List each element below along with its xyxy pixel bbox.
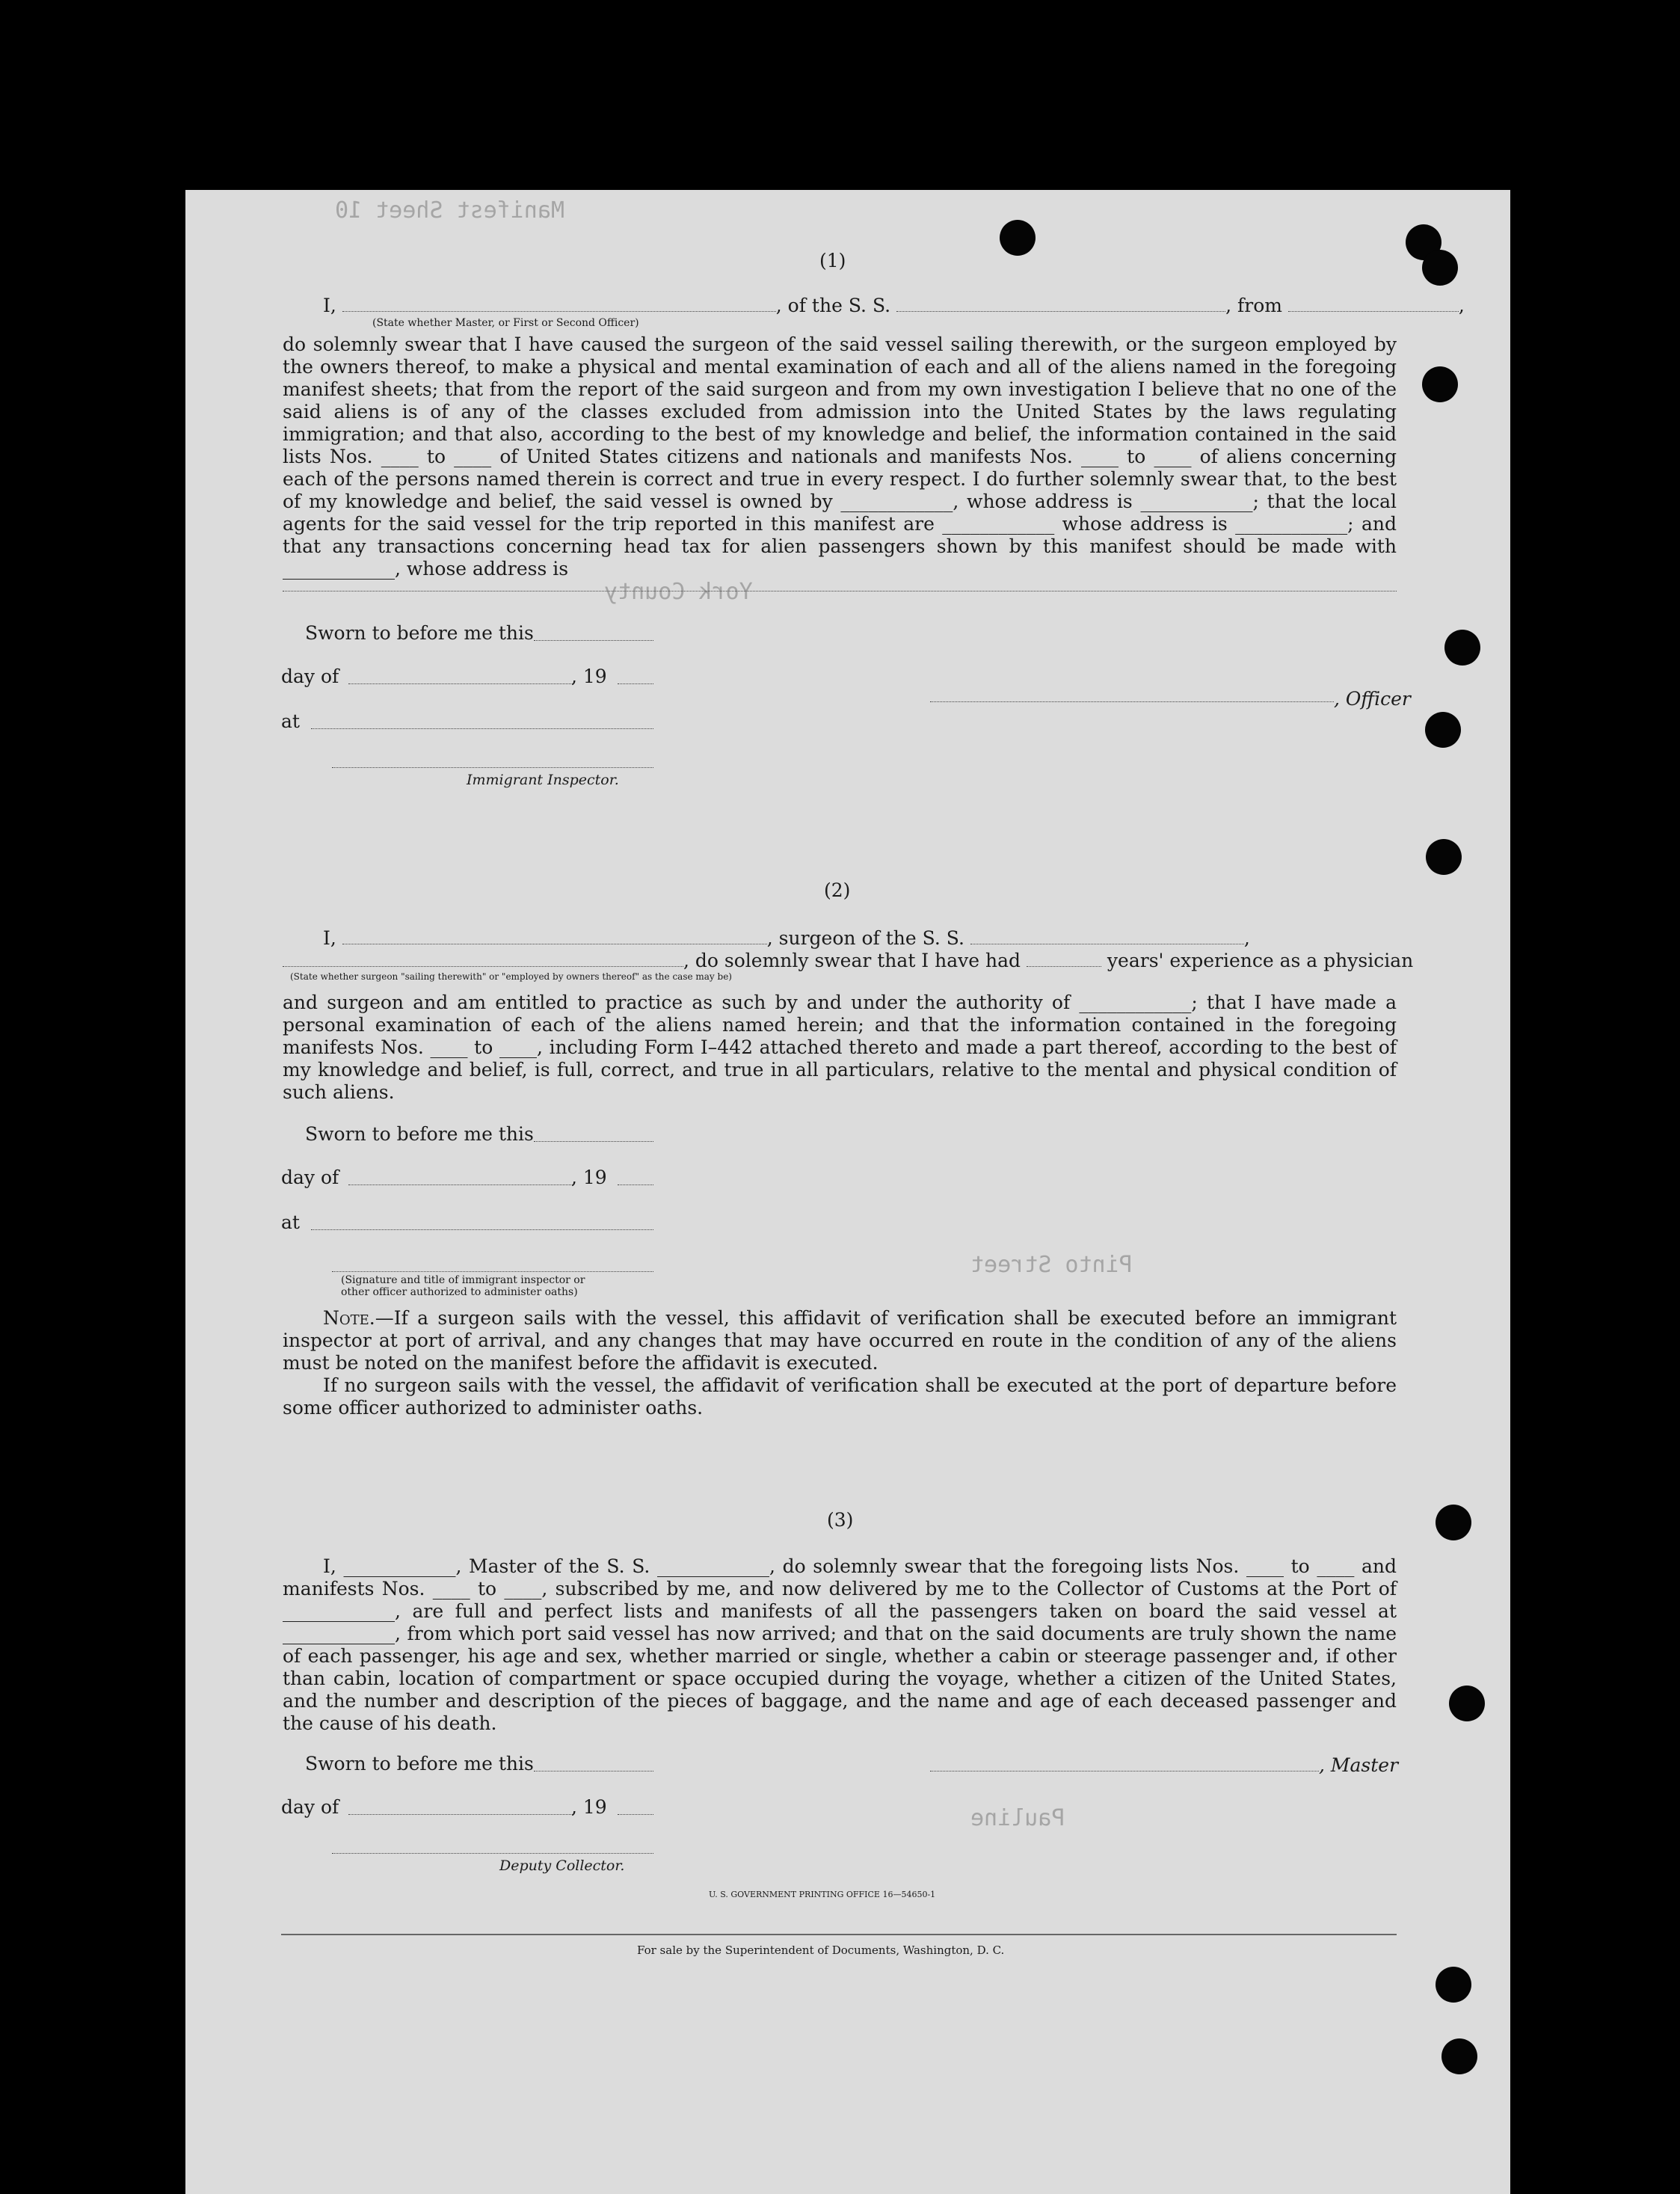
form-page: [185, 190, 1510, 2194]
text-i: I,: [323, 295, 336, 316]
binder-hole: [1422, 250, 1458, 286]
deputy-collector-label: Deputy Collector.: [499, 1857, 625, 1874]
years-experience-field[interactable]: [1027, 951, 1101, 967]
binder-hole: [1000, 220, 1036, 256]
bleed-through-mark: York County: [604, 579, 753, 605]
year-text-1: , 19: [571, 666, 607, 687]
officer-label: , Officer: [1334, 688, 1411, 710]
sworn-date-field-3[interactable]: [534, 1771, 653, 1772]
section-2-note: [283, 1307, 1397, 1374]
bleed-through-mark: Pauline: [970, 1805, 1065, 1831]
binder-hole: [1436, 1505, 1471, 1540]
officer-note: (State whether Master, or First or Second Officer): [372, 317, 639, 329]
section-2-first-line: I, , surgeon of the S. S. ,: [323, 927, 1250, 949]
collector-signature-field[interactable]: [332, 1853, 653, 1854]
year-field[interactable]: [618, 683, 653, 684]
signature-note-2: other officer authorized to administer oaths): [341, 1286, 578, 1298]
authorized-officer-signature-field[interactable]: [332, 1271, 653, 1272]
binder-hole: [1444, 630, 1480, 666]
section-3-body-text: I, ____________, Master of the S. S. ____________, do solemnly swear that the foregoing lists Nos. ____ to ____ and manifests Nos. ____ to ____, subscribed by me, and now delivered by me to the Collector of Customs at the Port of ____________, are full and perfect lists and manifests of all the passengers taken on board the said vessel at ____________, from which port said vessel has now arrived; and that on the said documents are truly shown the name of each passenger, his age and sex, whether married or single, whether a cabin or steerage passenger and, if other than cabin, location of compartment or space occupied during the voyage, whether a citizen of the United States, and the number and description of the pieces of baggage, and the name and age of each deceased passenger and the cause of his death.: [283, 1555, 1397, 1734]
section-2-second-line: [283, 950, 1413, 972]
section-2-note-2: [283, 1374, 1397, 1419]
binder-hole: [1449, 1686, 1485, 1721]
section-3-number: (3): [827, 1509, 854, 1531]
year-field-3[interactable]: [618, 1814, 653, 1815]
binder-hole: [1436, 1967, 1471, 2003]
month-field-3[interactable]: [348, 1814, 573, 1815]
ship-name-field[interactable]: [896, 296, 1225, 312]
for-sale-line: For sale by the Superintendent of Documents, Washington, D. C.: [637, 1943, 1005, 1957]
sworn-text-2: Sworn to before me this: [305, 1123, 534, 1145]
text-i: I,: [323, 927, 336, 949]
sworn-date-field-2[interactable]: [534, 1141, 653, 1142]
note-label: Note.: [323, 1307, 375, 1329]
section-1-body: do solemnly swear that I have caused the surgeon of the said vessel sailing therewith, or the surgeon employed by the owners thereof, to make a physical and mental examination of each and all of the aliens named in the foregoing manifest sheets; that from the report of the said surgeon and from my own investigation I believe that no one of the said aliens is of any of the classes excluded from admission into the United States by the laws regulating immigration; and that also, according to the best of my knowledge and belief, the information contained in the said lists Nos. ____ to ____ of United States citizens and nationals and manifests Nos. ____ to ____ of aliens concerning each of the persons named therein is correct and true in every respect. I do further solemnly swear that, to the best of my knowledge and belief, the said vessel is owned by ____________, whose address is ____________; that the local agents for the said vessel for the trip reported in this manifest are ____________ whose address is ____________; and that any transactions concerning head tax for alien passengers shown by this manifest should be made with ____________, whose address is: [283, 334, 1397, 580]
surgeon-status-field[interactable]: [283, 951, 683, 967]
inspector-label: Immigrant Inspector.: [467, 772, 619, 788]
month-field-2[interactable]: [348, 1184, 573, 1185]
text-solemnly-swear: , do solemnly swear that I have had: [683, 950, 1021, 971]
at-text-2: at: [281, 1211, 300, 1233]
ship-name-field-2[interactable]: [970, 929, 1244, 944]
binder-hole: [1425, 712, 1461, 748]
day-of-text-2: day of: [281, 1167, 339, 1188]
text-from: , from: [1225, 295, 1282, 316]
month-field[interactable]: [348, 683, 573, 684]
section-2-number: (2): [824, 879, 851, 901]
surgeon-name-field[interactable]: [342, 929, 767, 944]
master-label: , Master: [1319, 1754, 1399, 1776]
section-2-body: and surgeon and am entitled to practice as such by and under the authority of ____________; that I have made a personal examination of each of the aliens named herein; and that the information contained in the foregoing manifests Nos. ____ to ____, including Form I–442 attached thereto and made a part thereof, according to the best of my knowledge and belief, is full, correct, and true in all particulars, relative to the mental and physical condition of such aliens.: [283, 992, 1397, 1103]
place-field[interactable]: [311, 728, 653, 729]
master-signature-field[interactable]: [930, 1771, 1319, 1772]
printing-office-line: U. S. GOVERNMENT PRINTING OFFICE 16—54650-1: [709, 1890, 936, 1899]
section-1-number: (1): [819, 250, 846, 271]
section-3-body: [283, 1555, 1397, 1735]
day-of-text-1: day of: [281, 666, 339, 687]
surgeon-note: (State whether surgeon "sailing therewith" or "employed by owners thereof" as the case may be): [290, 971, 732, 982]
year-text-3: , 19: [571, 1796, 607, 1818]
note-body: —If a surgeon sails with the vessel, this affidavit of verification shall be executed before an immigrant inspector at port of arrival, and any changes that may have occurred en route in the condition of any of the aliens must be noted on the manifest before the affidavit is executed.: [283, 1307, 1397, 1374]
text-years-experience: years' experience as a physician: [1107, 950, 1414, 971]
note-2-body: If no surgeon sails with the vessel, the affidavit of verification shall be executed at the port of departure before some officer authorized to administer oaths.: [283, 1374, 1397, 1419]
departure-port-field[interactable]: [1288, 296, 1459, 312]
sworn-text-3: Sworn to before me this: [305, 1753, 534, 1774]
year-text-2: , 19: [571, 1167, 607, 1188]
officer-name-field[interactable]: [342, 296, 776, 312]
text-surgeon-of-ss: , surgeon of the S. S.: [766, 927, 964, 949]
binder-hole: [1441, 2038, 1477, 2074]
sworn-text-1: Sworn to before me this: [305, 622, 534, 644]
binder-hole: [1422, 366, 1458, 402]
year-field-2[interactable]: [618, 1184, 653, 1185]
sworn-date-field[interactable]: [534, 640, 653, 641]
text-of-ss: , of the S. S.: [775, 295, 891, 316]
at-text-1: at: [281, 710, 300, 732]
day-of-text-3: day of: [281, 1796, 339, 1818]
officer-signature-field[interactable]: [930, 701, 1334, 702]
bleed-through-mark: Manifest Sheet 10: [335, 197, 565, 224]
binder-hole: [1426, 839, 1462, 875]
bleed-through-mark: Pinto Street: [970, 1252, 1133, 1278]
signature-note-1: (Signature and title of immigrant inspector or: [341, 1274, 585, 1286]
place-field-2[interactable]: [311, 1229, 653, 1230]
section-1-first-line: I, , of the S. S. , from ,: [323, 295, 1465, 316]
footer-rule: [281, 1934, 1397, 1935]
inspector-signature-field[interactable]: [332, 767, 653, 768]
